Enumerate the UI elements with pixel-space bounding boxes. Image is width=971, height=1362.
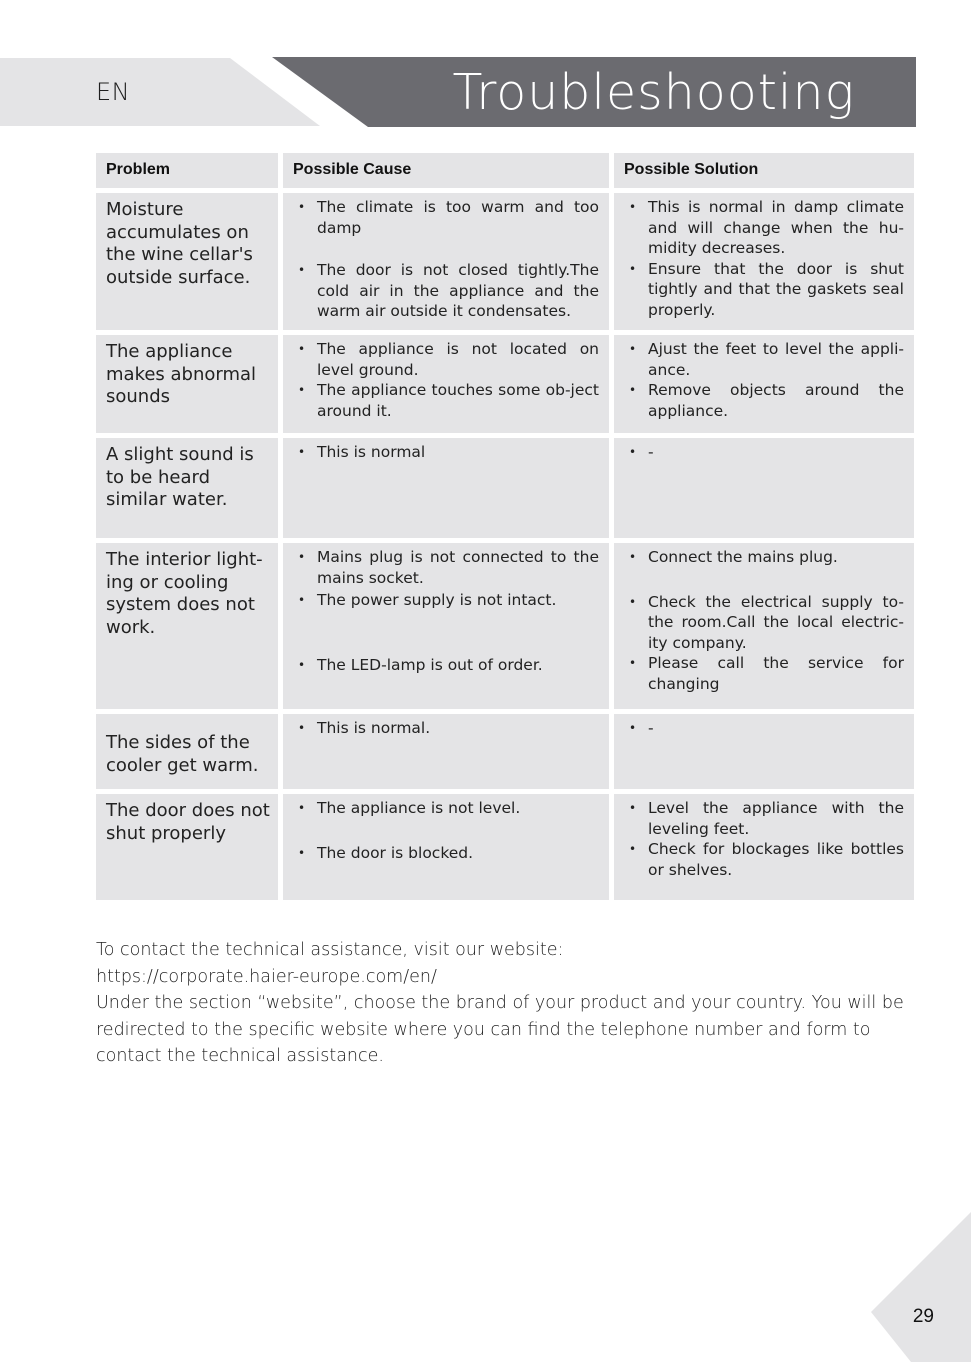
page-corner-tab bbox=[871, 1212, 971, 1362]
language-label: EN bbox=[96, 78, 131, 106]
problem-cell: A slight sound is to be heard similar water. bbox=[96, 438, 278, 538]
cause-item: • The climate is too warm and too damp bbox=[293, 197, 599, 238]
cause-item: • The appliance is not level. bbox=[293, 798, 599, 819]
column-header-problem: Problem bbox=[96, 153, 278, 188]
solution-item: • - bbox=[624, 442, 904, 463]
cause-item: • The LED-lamp is out of order. bbox=[293, 655, 599, 676]
solution-item: • This is normal in damp climate and will change when the hu-midity decreases. bbox=[624, 197, 904, 259]
cause-item: • The appliance touches some ob-ject around it. bbox=[293, 380, 599, 421]
solution-cell bbox=[614, 438, 914, 538]
solution-item: • Remove objects around the appliance. bbox=[624, 380, 904, 421]
cause-item: • This is normal. bbox=[293, 718, 599, 739]
page-title: Troubleshooting bbox=[452, 64, 855, 121]
contact-instructions: Under the section “website”, choose the brand of your product and your country. You will be redirected to the specific website where you can find the telephone number and form to contact the technical assistance. bbox=[96, 993, 904, 1066]
cause-cell bbox=[283, 193, 609, 330]
solution-item: • Connect the mains plug. bbox=[624, 547, 904, 568]
solution-item: • Check for blockages like bottles or shelves. bbox=[624, 839, 904, 880]
cause-item: • This is normal bbox=[293, 442, 599, 463]
cause-item: • The appliance is not located on level ground. bbox=[293, 339, 599, 380]
cause-item: • The door is not closed tightly.The cold air in the appliance and the warm air outside it condensates. bbox=[293, 260, 599, 322]
cause-cell bbox=[283, 543, 609, 709]
cause-item: • The power supply is not intact. bbox=[293, 590, 599, 611]
cause-cell bbox=[283, 714, 609, 789]
contact-url-link[interactable]: https://corporate.haier-europe.com/en/ bbox=[96, 966, 437, 987]
column-header-solution: Possible Solution bbox=[614, 153, 914, 188]
solution-item: • Check the electrical supply to-the room.Call the local electric-ity company. bbox=[624, 592, 904, 654]
problem-cell: The interior light-ing or cooling system does not work. bbox=[96, 543, 278, 709]
solution-item: • - bbox=[624, 718, 904, 739]
page-number: 29 bbox=[912, 1306, 934, 1327]
problem-cell: The door does not shut properly bbox=[96, 794, 278, 900]
contact-note bbox=[96, 937, 916, 1070]
column-header-cause: Possible Cause bbox=[283, 153, 609, 188]
cause-cell bbox=[283, 335, 609, 433]
solution-cell bbox=[614, 193, 914, 330]
solution-item: • Level the appliance with the leveling feet. bbox=[624, 798, 904, 839]
cause-item: • Mains plug is not connected to the mains socket. bbox=[293, 547, 599, 588]
cause-cell bbox=[283, 794, 609, 900]
solution-item: • Ajust the feet to level the appli-ance. bbox=[624, 339, 904, 380]
cause-cell bbox=[283, 438, 609, 538]
solution-item: • Please call the service for changing bbox=[624, 653, 904, 694]
solution-cell bbox=[614, 714, 914, 789]
solution-cell bbox=[614, 543, 914, 709]
troubleshooting-table bbox=[96, 153, 914, 900]
problem-cell: Moisture accumulates on the wine cellar's outside surface. bbox=[96, 193, 278, 330]
solution-cell bbox=[614, 335, 914, 433]
problem-cell: The sides of the cooler get warm. bbox=[96, 714, 278, 789]
solution-cell bbox=[614, 794, 914, 900]
problem-cell: The appliance makes abnormal sounds bbox=[96, 335, 278, 433]
contact-intro: To contact the technical assistance, visit our website: bbox=[96, 940, 564, 960]
cause-item: • The door is blocked. bbox=[293, 843, 599, 864]
solution-item: • Ensure that the door is shut tightly and that the gaskets seal properly. bbox=[624, 259, 904, 321]
